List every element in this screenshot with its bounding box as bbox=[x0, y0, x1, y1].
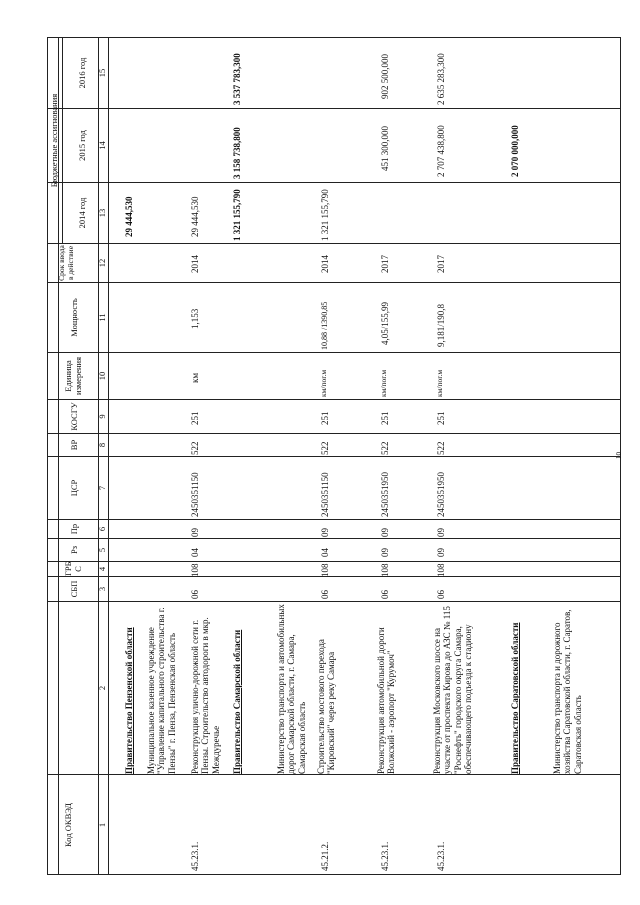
samara-item3-name: Реконструкция Московского шоссе на участке от проспекта Кирова до АЗС № 115 "Роснефть" городского округа Самара, обеспечивающего подъезда к стадиону bbox=[432, 606, 474, 774]
header-kod-okvad: Код ОКВЭД bbox=[63, 803, 73, 847]
header-csr: ЦСР bbox=[69, 479, 79, 497]
samara-item1-name: Строительство мостового перехода "Кировский" через реку Самара bbox=[316, 639, 337, 774]
header-grbs: ГРБ С bbox=[63, 561, 83, 576]
samara-item2-code: 45.23.1. bbox=[380, 841, 390, 871]
header-2015: 2015 год bbox=[77, 130, 87, 161]
col-num-3: 3 bbox=[97, 586, 107, 592]
samara-item2-2015: 451 300,000 bbox=[380, 126, 390, 171]
header-budget: Бюджетные ассигнования bbox=[49, 93, 59, 188]
page-number: 10 bbox=[615, 452, 623, 459]
samara-item2-grbs: 108 bbox=[380, 563, 390, 577]
section-penza-title: Правительство Пензенской области bbox=[124, 627, 134, 774]
col-num-4: 4 bbox=[97, 566, 107, 572]
penza-org: Муниципальное казенное учреждение "Управление капитального строительства г. Пензы" г. Пенза, Пензенская область bbox=[146, 607, 177, 774]
penza-item-vr: 522 bbox=[190, 441, 200, 455]
col-num-9: 9 bbox=[97, 414, 107, 419]
section-saratov-title: Правительство Саратовской области bbox=[510, 622, 520, 774]
col-num-15: 15 bbox=[97, 68, 107, 78]
col-num-14: 14 bbox=[97, 141, 107, 150]
samara-item1-grbs: 108 bbox=[320, 563, 330, 577]
col-num-1: 1 bbox=[97, 822, 107, 828]
samara-item3-unit: км/пог.м bbox=[435, 369, 444, 397]
samara-item2-2016: 902 500,000 bbox=[380, 54, 390, 99]
samara-item1-sbp: 06 bbox=[320, 590, 330, 599]
samara-item1-pr: 09 bbox=[320, 528, 330, 537]
col-num-10: 10 bbox=[97, 371, 107, 381]
col-num-13: 13 bbox=[97, 208, 107, 218]
header-capacity: Мощность bbox=[69, 298, 79, 337]
penza-item-sbp: 06 bbox=[190, 590, 200, 599]
samara-item2-vr: 522 bbox=[380, 441, 390, 455]
header-sbp: СБП bbox=[69, 580, 79, 598]
samara-item3-sbp: 06 bbox=[436, 590, 446, 599]
penza-item-pr: 09 bbox=[190, 528, 200, 537]
penza-item-rz: 04 bbox=[190, 548, 200, 557]
penza-item-unit: км bbox=[190, 372, 200, 383]
samara-total-2016: 3 537 783,300 bbox=[232, 53, 242, 105]
penza-item-csr: 2450351150 bbox=[190, 472, 200, 517]
penza-item-2014: 29 444,530 bbox=[190, 196, 200, 237]
samara-item2-unit: км/пог.м bbox=[379, 369, 388, 397]
samara-item1-2014: 1 321 155,790 bbox=[320, 189, 330, 241]
samara-item3-2016: 2 635 283,300 bbox=[436, 53, 446, 105]
header-unit: Единица измерения bbox=[63, 357, 83, 395]
col-num-11: 11 bbox=[97, 313, 107, 322]
samara-item3-pr: 09 bbox=[436, 528, 446, 537]
header-kosgu: КОСГУ bbox=[69, 402, 79, 431]
saratov-total-2015: 2 070 000,000 bbox=[510, 125, 520, 177]
samara-total-2014: 1 321 155,790 bbox=[232, 189, 242, 241]
samara-item3-kosgu: 251 bbox=[436, 411, 446, 425]
penza-item-name: Реконструкция улично-дорожной сети г. Пензы. Строительство автодороги в мкр. Междуречье bbox=[190, 617, 221, 774]
col-num-12: 12 bbox=[97, 258, 107, 268]
samara-item1-kosgu: 251 bbox=[320, 411, 330, 425]
samara-item3-srok: 2017 bbox=[436, 255, 446, 273]
header-pr: Пр bbox=[69, 523, 79, 535]
col-num-5: 5 bbox=[97, 547, 107, 553]
samara-item1-csr: 2450351150 bbox=[320, 472, 330, 517]
saratov-org: Министерство транспорта и дорожного хозяйства Саратовской области, г. Саратов, Саратовская область bbox=[552, 609, 583, 774]
penza-item-srok: 2014 bbox=[190, 255, 200, 273]
samara-item1-unit: км/пог.м bbox=[319, 369, 328, 397]
samara-item3-rz: 09 bbox=[436, 548, 446, 557]
samara-item2-sbp: 06 bbox=[380, 590, 390, 599]
samara-item1-capacity: 10,88 /1390,85 bbox=[320, 301, 329, 350]
samara-item3-capacity: 9,181/190,8 bbox=[436, 303, 446, 347]
col-num-2: 2 bbox=[97, 685, 107, 691]
samara-item1-vr: 522 bbox=[320, 441, 330, 455]
header-vr: ВР bbox=[69, 439, 79, 451]
penza-item-grbs: 108 bbox=[190, 563, 200, 577]
header-2014: 2014 год bbox=[77, 197, 87, 229]
samara-item1-rz: 04 bbox=[320, 548, 330, 557]
penza-item-kosgu: 251 bbox=[190, 411, 200, 425]
samara-item3-vr: 522 bbox=[436, 441, 446, 455]
header-rz: Рз bbox=[69, 545, 79, 555]
samara-item1-srok: 2014 bbox=[320, 255, 330, 273]
samara-total-2015: 3 158 738,800 bbox=[232, 127, 242, 179]
section-samara-title: Правительство Самарской области bbox=[232, 629, 242, 774]
col-num-8: 8 bbox=[97, 442, 107, 448]
penza-item-code: 45.23.1. bbox=[190, 841, 200, 871]
samara-item2-kosgu: 251 bbox=[380, 411, 390, 425]
col-num-6: 6 bbox=[97, 526, 107, 532]
samara-item2-srok: 2017 bbox=[380, 255, 390, 273]
samara-item2-capacity: 4,05/155,99 bbox=[380, 301, 390, 345]
penza-item-capacity: 1,153 bbox=[190, 308, 200, 329]
samara-item3-grbs: 108 bbox=[436, 563, 446, 577]
samara-item2-csr: 2450351950 bbox=[380, 472, 390, 517]
samara-item3-2015: 2 707 438,800 bbox=[436, 125, 446, 177]
samara-item3-code: 45.23.1. bbox=[436, 841, 446, 871]
header-srok: Срок ввода в действие bbox=[57, 245, 75, 281]
samara-item2-name: Реконструкция автомобильной дороги Волжский - аэропорт "Курумоч" bbox=[376, 627, 397, 774]
col-num-7: 7 bbox=[97, 485, 107, 491]
samara-item2-pr: 09 bbox=[380, 528, 390, 537]
penza-total-2014: 29 444,530 bbox=[124, 196, 134, 237]
header-2016: 2016 год bbox=[77, 57, 87, 89]
samara-item1-code: 45.21.2. bbox=[320, 841, 330, 871]
samara-org: Министерство транспорта и автомобильных дорог Самарской области, г. Самара, Самарская область bbox=[276, 604, 307, 774]
samara-item3-csr: 2450351950 bbox=[436, 472, 446, 517]
samara-item2-rz: 09 bbox=[380, 548, 390, 557]
